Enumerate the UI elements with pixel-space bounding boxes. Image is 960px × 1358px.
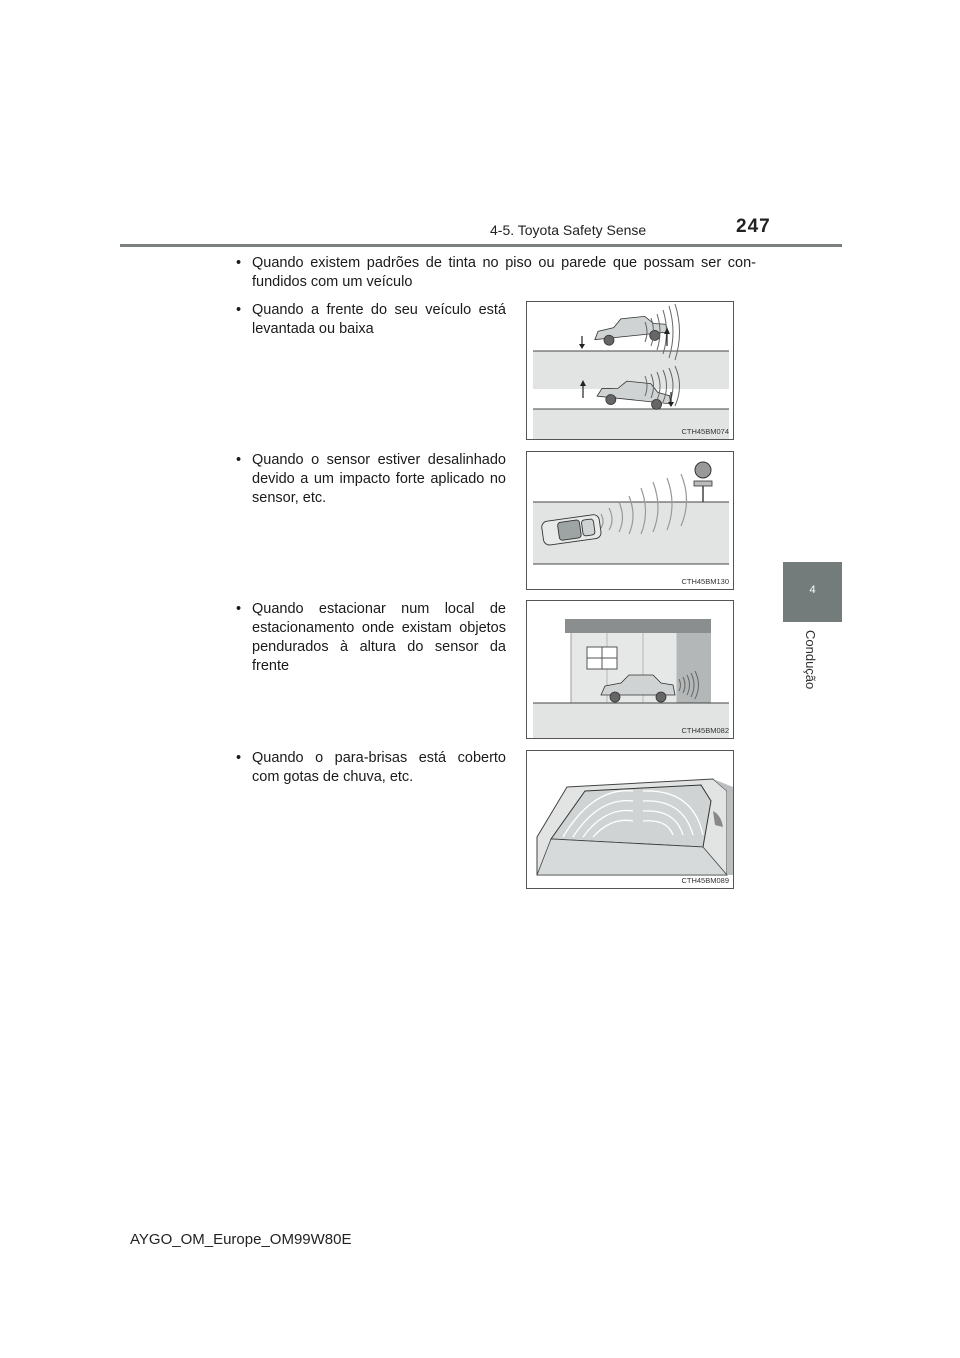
bullet: • — [236, 452, 242, 468]
figure-vehicle-tilt — [526, 301, 734, 440]
intro-paragraph — [236, 254, 756, 292]
chapter-label — [803, 630, 823, 710]
figure-code: CTH45BM089 — [681, 876, 729, 885]
figure-code: CTH45BM074 — [681, 427, 729, 436]
bullet: • — [236, 750, 242, 766]
bullet: • — [236, 302, 242, 318]
chapter-number: 4 — [809, 584, 816, 596]
page-number: 247 — [736, 216, 771, 237]
header-rule — [120, 244, 842, 247]
list-item — [236, 301, 506, 339]
figure-windshield-rain — [526, 750, 734, 889]
list-item — [236, 749, 506, 787]
chapter-label-text: Condução — [803, 630, 818, 690]
figure-sensor-misaligned — [526, 451, 734, 590]
item-text: Quando o sensor estiver desalinhado devido a um impacto forte aplicado no sensor, etc. — [252, 452, 506, 506]
section-title: 4-5. Toyota Safety Sense — [490, 222, 647, 238]
list-item — [236, 451, 506, 508]
item-text: Quando o para-brisas está coberto com gotas de chuva, etc. — [252, 750, 506, 785]
figure-code: CTH45BM082 — [681, 726, 729, 735]
figure-parking-hanging-objects — [526, 600, 734, 739]
figure-code: CTH45BM130 — [681, 577, 729, 586]
bullet: • — [236, 255, 242, 271]
bullet: • — [236, 601, 242, 617]
intro-text: Quando existem padrões de tinta no piso ou parede que possam ser con-fundidos com um veículo — [252, 255, 756, 290]
item-text: Quando estacionar num local de estacionamento onde existam objetos pendurados à altura do sensor da frente — [252, 601, 506, 674]
list-item — [236, 600, 506, 676]
item-text: Quando a frente do seu veículo está levantada ou baixa — [252, 302, 506, 337]
document-id: AYGO_OM_Europe_OM99W80E — [130, 1231, 352, 1248]
